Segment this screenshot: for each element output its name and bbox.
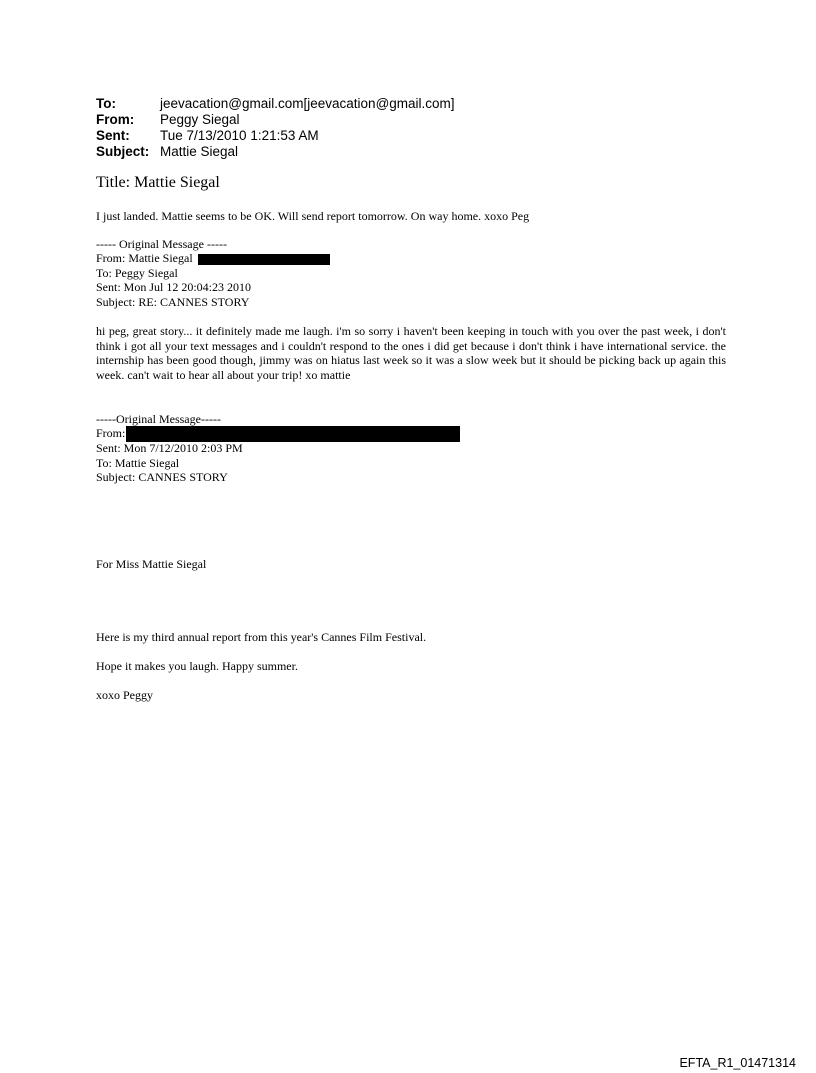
- to-row: [96, 96, 455, 112]
- subject-row: [96, 144, 455, 160]
- letter-line-1: Here is my third annual report from this year's Cannes Film Festival.: [96, 630, 427, 644]
- from-value: Peggy Siegal: [160, 112, 240, 127]
- email-header: [96, 96, 455, 160]
- original-1-to: To: Peggy Siegal: [96, 266, 178, 280]
- original-2-sent: Sent: Mon 7/12/2010 2:03 PM: [96, 441, 243, 455]
- original-1-from: From: Mattie Siegal: [96, 251, 193, 265]
- reply-body: I just landed. Mattie seems to be OK. Will send report tomorrow. On way home. xoxo Peg: [96, 209, 530, 223]
- subject-value: Mattie Siegal: [160, 144, 239, 159]
- original-2-from-line: [96, 426, 460, 442]
- to-value: jeevacation@gmail.com[jeevacation@gmail.com]: [160, 96, 455, 111]
- from-label: From:: [96, 112, 135, 127]
- original-1-from-line: [96, 251, 330, 266]
- to-label: To:: [96, 96, 116, 111]
- from-row: [96, 112, 455, 128]
- original-2-to: To: Mattie Siegal: [96, 456, 180, 470]
- redaction-bar: [126, 426, 460, 442]
- redaction-bar: [198, 254, 330, 265]
- letter-signoff: xoxo Peggy: [96, 688, 153, 702]
- original-1-subject: Subject: RE: CANNES STORY: [96, 295, 250, 309]
- subject-label: Subject:: [96, 144, 150, 159]
- document-title: Title: Mattie Siegal: [96, 174, 220, 191]
- original-1-sent: Sent: Mon Jul 12 20:04:23 2010: [96, 280, 252, 294]
- original-1-body: hi peg, great story... it definitely made me laugh. i'm so sorry i haven't been keeping in touch with you over the past week, i don't think i got all your text messages and i couldn't respond to the ones i did get because i don't think i have international service. the internship has been good though, jimmy was on hiatus last week so it was a slow week but it should be picking back up again this week. can't wait to hear all about your trip! xo mattie: [96, 324, 726, 382]
- document-id: EFTA_R1_01471314: [679, 1056, 796, 1070]
- original-message-separator-2: -----Original Message-----: [96, 412, 221, 426]
- original-message-separator-1: ----- Original Message -----: [96, 237, 227, 251]
- letter-line-2: Hope it makes you laugh. Happy summer.: [96, 659, 298, 673]
- sent-row: [96, 128, 455, 144]
- sent-value: Tue 7/13/2010 1:21:53 AM: [160, 128, 319, 143]
- original-2-from: From:: [96, 426, 126, 440]
- original-2-subject: Subject: CANNES STORY: [96, 470, 228, 484]
- sent-label: Sent:: [96, 128, 130, 143]
- letter-salutation: For Miss Mattie Siegal: [96, 557, 207, 571]
